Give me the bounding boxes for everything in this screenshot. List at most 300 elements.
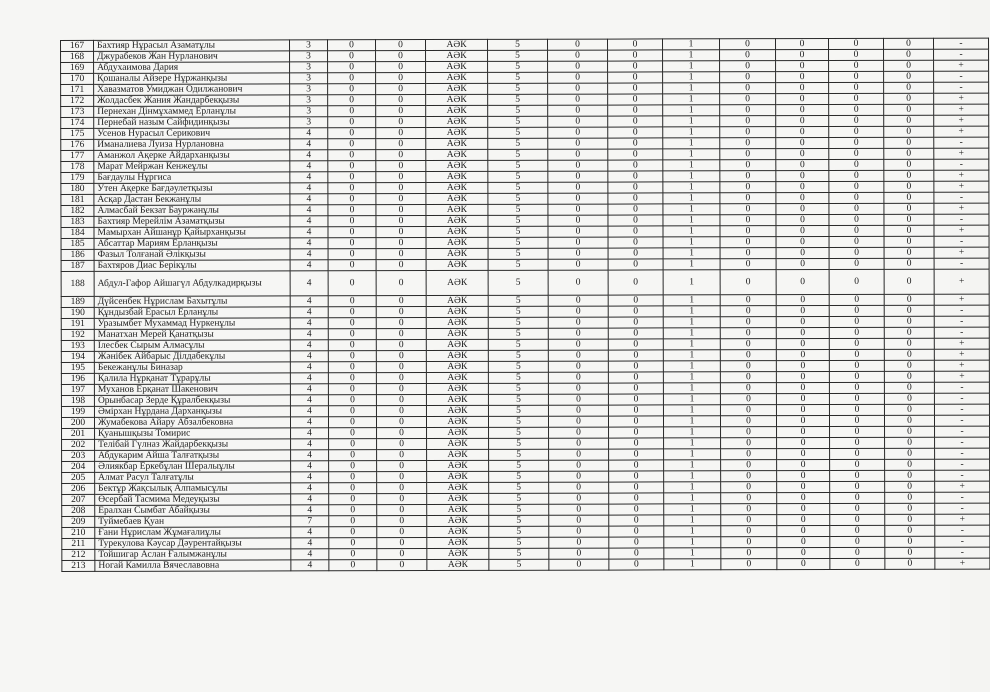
program-code-cell: АӘК [426,339,488,350]
score-cell: 0 [777,503,830,514]
score-cell: 0 [776,159,829,170]
result-mark: - [934,192,989,203]
score-cell: 0 [328,351,376,362]
score-cell: 0 [377,494,427,505]
score-cell: 0 [376,73,426,84]
row-number: 185 [61,238,94,249]
program-code-cell: АӘК [426,248,488,259]
result-mark: + [935,514,990,525]
score-cell: 0 [829,71,884,82]
score-cell: 0 [720,127,776,138]
score-cell: 0 [829,294,884,305]
score-cell: 0 [720,171,776,182]
program-code-cell: АӘК [426,416,488,427]
result-mark: - [935,525,990,536]
score-cell: 0 [885,448,935,459]
score-cell: 0 [776,82,829,93]
student-name: Ералхан Сымбат Абайқызы [95,505,291,517]
score-cell: 0 [328,362,376,373]
grade-cell: 4 [291,527,329,538]
grade-cell: 4 [290,128,328,139]
score-cell: 0 [608,116,663,127]
score-cell: 0 [608,248,663,259]
score-cell: 0 [776,148,829,159]
score-cell: 0 [721,471,777,482]
row-number: 194 [61,351,94,362]
score-cell: 1 [663,226,720,237]
score-cell: 0 [829,214,884,225]
score-cell: 0 [777,470,830,481]
score-cell: 0 [549,471,609,482]
row-number: 184 [61,227,94,238]
score-cell: 0 [329,472,377,483]
score-cell: 0 [884,269,934,294]
grade-cell: 4 [290,362,328,373]
score-cell: 0 [609,482,664,493]
result-mark: + [934,170,989,181]
score-cell: 0 [885,426,935,437]
result-mark: + [934,104,989,115]
score-cell: 0 [829,203,884,214]
score-cell: 0 [328,106,376,117]
program-code-cell: АӘК [426,105,488,116]
student-name: Абсаттар Мариям Ерланқызы [94,238,290,250]
score-cell: 0 [376,238,426,249]
score-cell: 0 [721,460,777,471]
score-cell: 0 [829,236,884,247]
score-cell: 0 [777,437,830,448]
score-cell: 1 [664,471,721,482]
score-cell: 5 [489,482,549,493]
student-name: Туймебаев Қуан [95,516,291,528]
score-cell: 0 [376,84,426,95]
row-number: 173 [61,106,94,117]
score-cell: 0 [884,214,934,225]
program-code-cell: АӘК [426,259,488,270]
score-cell: 0 [884,170,934,181]
score-cell: 0 [884,349,934,360]
program-code-cell: АӘК [427,482,489,493]
student-name: Бахтяров Диас Берікұлы [94,260,290,272]
score-cell: 0 [720,215,776,226]
score-cell: 0 [548,306,608,317]
score-cell: 5 [488,193,548,204]
program-code-cell: АӘК [426,50,488,61]
score-cell: 5 [488,61,548,72]
score-cell: 1 [663,295,720,306]
row-number: 168 [61,51,94,62]
row-number: 202 [62,439,95,450]
score-cell: 0 [608,306,663,317]
score-cell: 0 [608,317,663,328]
score-cell: 0 [776,60,829,71]
score-cell: 1 [664,548,721,559]
score-cell: 1 [663,372,720,383]
score-cell: 0 [548,226,608,237]
score-cell: 0 [549,460,609,471]
row-number: 189 [61,296,94,307]
score-cell: 0 [376,194,426,205]
score-cell: 0 [776,349,829,360]
score-cell: 0 [884,305,934,316]
score-cell: 0 [548,171,608,182]
score-cell: 1 [664,460,721,471]
row-number: 172 [61,95,94,106]
score-cell: 0 [548,394,608,405]
row-number: 209 [62,516,95,527]
score-cell: 0 [376,106,426,117]
score-cell: 5 [489,427,549,438]
score-cell: 0 [720,270,776,295]
score-cell: 0 [720,149,776,160]
score-cell: 0 [720,339,776,350]
result-mark: + [934,294,989,305]
score-cell: 0 [608,295,663,306]
student-name: Манатхан Мерей Қанатқызы [94,329,290,341]
result-mark: - [934,415,989,426]
score-cell: 0 [376,406,426,417]
score-cell: 0 [721,559,777,570]
score-cell: 0 [376,362,426,373]
student-name: Фазыл Толғанай Әлікқызы [94,249,290,261]
grade-cell: 4 [291,450,329,461]
score-cell: 0 [721,526,777,537]
score-cell: 1 [663,50,720,61]
score-cell: 0 [609,504,664,515]
row-number: 204 [62,461,95,472]
score-cell: 0 [776,236,829,247]
program-code-cell: АӘК [426,405,488,416]
score-cell: 5 [488,317,548,328]
grade-cell: 4 [291,494,329,505]
score-cell: 0 [608,372,663,383]
score-cell: 5 [489,460,549,471]
program-code-cell: АӘК [427,526,489,537]
score-cell: 0 [548,215,608,226]
score-cell: 0 [548,116,608,127]
score-cell: 5 [488,83,548,94]
score-cell: 0 [721,537,777,548]
score-cell: 0 [548,237,608,248]
score-cell: 0 [607,39,662,50]
grade-cell: 4 [290,329,328,340]
score-cell: 1 [663,138,720,149]
score-cell: 0 [376,271,426,296]
student-name: Абдул-Гафор Айшагүл Абдулкадирқызы [94,271,290,297]
score-cell: 1 [663,83,720,94]
score-cell: 1 [663,361,720,372]
score-cell: 0 [719,39,775,50]
score-cell: 0 [549,449,609,460]
score-cell: 1 [663,127,720,138]
score-cell: 0 [829,170,884,181]
row-number: 197 [61,384,94,395]
score-cell: 0 [376,150,426,161]
score-cell: 0 [885,547,935,558]
grade-cell: 4 [291,483,329,494]
score-cell: 0 [884,327,934,338]
result-mark: + [934,93,989,104]
score-cell: 0 [328,117,376,128]
student-name: Абдукарим Айша Талғатқызы [95,450,291,462]
score-cell: 0 [829,225,884,236]
grade-cell: 3 [290,95,328,106]
score-cell: 0 [377,439,427,450]
score-cell: 5 [488,72,548,83]
program-code-cell: АӘК [426,328,488,339]
program-code-cell: АӘК [426,72,488,83]
score-cell: 1 [663,105,720,116]
program-code-cell: АӘК [426,149,488,160]
score-cell: 0 [376,161,426,172]
score-cell: 0 [376,307,426,318]
score-cell: 0 [776,305,829,316]
score-cell: 0 [885,503,935,514]
score-cell: 0 [608,215,663,226]
score-cell: 0 [608,127,663,138]
score-cell: 0 [376,340,426,351]
score-cell: 0 [885,481,935,492]
score-cell: 0 [720,405,776,416]
score-cell: 0 [776,316,829,327]
row-number: 191 [61,318,94,329]
program-code-cell: АӘК [427,471,489,482]
score-cell: 0 [608,193,663,204]
grade-cell: 3 [290,62,328,73]
program-code-cell: АӘК [426,383,488,394]
program-code-cell: АӘК [426,317,488,328]
score-cell: 0 [328,417,376,428]
score-cell: 0 [328,318,376,329]
score-cell: 0 [548,149,608,160]
score-cell: 0 [548,61,608,72]
score-cell: 0 [720,416,776,427]
program-code-cell: АӘК [427,548,489,559]
result-mark: - [935,426,990,437]
score-cell: 0 [608,204,663,215]
score-cell: 5 [489,515,549,526]
score-cell: 0 [328,395,376,406]
program-code-cell: АӘК [426,226,488,237]
row-number: 195 [61,362,94,373]
score-cell: 5 [488,50,548,61]
score-cell: 0 [549,537,609,548]
score-cell: 0 [776,170,829,181]
score-cell: 0 [829,93,884,104]
score-cell: 5 [488,306,548,317]
score-cell: 0 [776,104,829,115]
score-cell: 0 [609,526,664,537]
score-cell: 5 [488,383,548,394]
score-cell: 0 [884,137,934,148]
score-cell: 0 [885,525,935,536]
score-cell: 0 [830,558,885,569]
program-code-cell: АӘК [426,193,488,204]
score-cell: 0 [609,548,664,559]
score-cell: 0 [328,329,376,340]
student-name: Дүйсенбек Нұрислам Бахытұлы [94,296,290,308]
score-cell: 0 [776,181,829,192]
score-cell: 0 [377,483,427,494]
student-name: Бектұр Жақсылық Алпамысұлы [95,483,291,495]
score-cell: 5 [488,204,548,215]
result-mark: - [934,404,989,415]
score-cell: 1 [664,482,721,493]
score-cell: 0 [548,416,608,427]
student-name: Муханов Ерқанат Шакенович [94,384,290,396]
row-number: 167 [61,40,94,51]
score-cell: 5 [488,94,548,105]
row-number: 182 [61,205,94,216]
score-cell: 0 [329,428,377,439]
score-cell: 0 [548,193,608,204]
grade-cell: 4 [290,172,328,183]
grade-cell: 4 [290,406,328,417]
score-cell: 0 [776,137,829,148]
score-cell: 0 [608,138,663,149]
student-name: Турекулова Кәусар Дәурентайқызы [95,538,291,550]
score-cell: 0 [548,72,608,83]
row-number: 179 [61,172,94,183]
program-code-cell: АӘК [426,138,488,149]
grade-cell: 4 [291,461,329,472]
score-cell: 0 [609,537,664,548]
score-cell: 0 [830,437,885,448]
score-cell: 0 [376,117,426,128]
score-cell: 5 [488,248,548,259]
program-code-cell: АӘК [426,127,488,138]
score-cell: 0 [548,350,608,361]
score-cell: 0 [776,192,829,203]
score-cell: 0 [776,115,829,126]
grade-cell: 4 [291,549,329,560]
score-cell: 0 [376,216,426,227]
score-cell: 0 [609,427,664,438]
score-cell: 0 [828,38,883,49]
score-cell: 0 [720,248,776,259]
score-cell: 0 [776,338,829,349]
score-cell: 1 [663,350,720,361]
score-cell: 5 [488,259,548,270]
score-cell: 0 [776,415,829,426]
score-cell: 0 [830,426,885,437]
program-code-cell: АӘК [426,160,488,171]
student-name: Қуанышқызы Томирис [95,428,291,440]
program-code-cell: АӘК [426,372,488,383]
score-cell: 1 [662,39,719,50]
score-cell: 0 [608,226,663,237]
score-cell: 5 [489,537,549,548]
score-cell: 0 [775,38,828,49]
score-cell: 0 [328,373,376,384]
score-cell: 0 [376,128,426,139]
score-cell: 0 [377,428,427,439]
score-cell: 0 [830,547,885,558]
result-mark: + [934,203,989,214]
score-cell: 0 [329,560,377,571]
program-code-cell: АӘК [426,215,488,226]
result-mark: + [934,247,989,258]
score-cell: 0 [776,327,829,338]
score-cell: 0 [608,149,663,160]
score-cell: 1 [663,270,720,295]
student-name: Иманалиева Луиза Нурлановна [94,139,290,151]
program-code-cell: АӘК [426,116,488,127]
score-cell: 0 [608,416,663,427]
score-cell: 5 [488,105,548,116]
row-number: 201 [62,428,95,439]
score-cell: 0 [608,259,663,270]
result-mark: - [933,38,988,49]
score-cell: 0 [829,181,884,192]
grade-cell: 4 [290,373,328,384]
score-cell: 5 [488,295,548,306]
score-cell: 0 [720,361,776,372]
row-number: 207 [62,494,95,505]
score-cell: 0 [608,328,663,339]
score-cell: 1 [664,559,721,570]
result-mark: + [934,360,989,371]
student-name: Құндызбай Ерасыл Ерланұлы [94,307,290,319]
score-cell: 0 [776,258,829,269]
score-cell: 0 [884,371,934,382]
grade-cell: 4 [290,296,328,307]
grade-cell: 4 [291,428,329,439]
score-cell: 0 [777,492,830,503]
score-cell: 5 [488,328,548,339]
grade-cell: 4 [290,139,328,150]
grade-cell: 4 [290,384,328,395]
score-cell: 0 [608,160,663,171]
score-cell: 0 [884,247,934,258]
score-cell: 5 [488,350,548,361]
grade-cell: 4 [291,560,329,571]
score-cell: 0 [776,225,829,236]
score-cell: 0 [777,547,830,558]
grade-cell: 4 [290,150,328,161]
row-number: 183 [61,216,94,227]
result-mark: + [934,269,989,294]
score-cell: 0 [609,515,664,526]
score-cell: 0 [829,415,884,426]
grade-cell: 4 [290,351,328,362]
score-cell: 1 [663,149,720,160]
score-cell: 0 [884,71,934,82]
score-cell: 0 [884,393,934,404]
student-name: Әлиякбар Еркебұлан Шералыұлы [95,461,291,473]
result-mark: - [934,159,989,170]
score-cell: 0 [720,116,776,127]
score-cell: 0 [608,270,663,295]
program-code-cell: АӘК [426,237,488,248]
score-cell: 1 [664,493,721,504]
student-name: Жолдасбек Жания Жандарбекқызы [94,95,290,107]
score-cell: 0 [548,94,608,105]
score-cell: 0 [377,560,427,571]
score-cell: 0 [884,338,934,349]
student-name: Қалила Нұрқанат Тұрарұлы [94,373,290,385]
program-code-cell: АӘК [427,449,489,460]
score-cell: 0 [328,139,376,150]
score-cell: 0 [829,247,884,258]
score-cell: 0 [720,328,776,339]
row-number: 188 [61,271,94,296]
score-cell: 0 [884,159,934,170]
program-code-cell: АӘК [426,306,488,317]
row-number: 200 [61,417,94,428]
score-cell: 0 [376,183,426,194]
score-cell: 0 [328,296,376,307]
